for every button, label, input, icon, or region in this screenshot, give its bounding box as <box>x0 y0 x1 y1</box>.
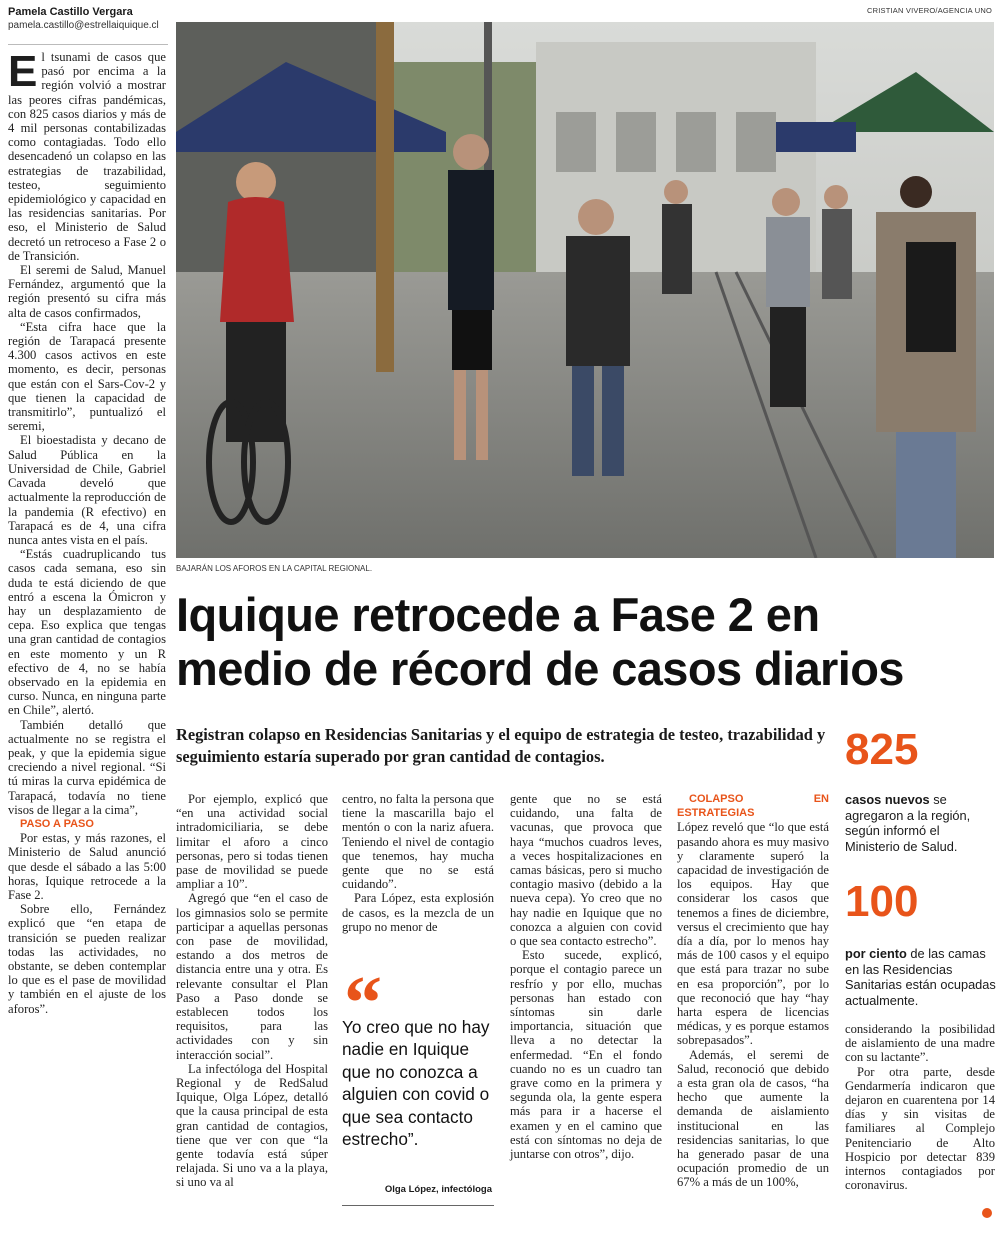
paragraph: gente que no se está cuidando, una falta de vacunas, que provoca que haya “muchos cuadros leves, a veces hospitalizaciones en camas básicas, pero si mucho contagio masivo (debido a la nueva cepa). Yo creo que no hay nadie en Iquique que no conozca a alguien con covid o que sea contacto estrecho”. <box>510 792 662 949</box>
stat-description <box>845 946 997 1008</box>
paragraph: El bioestadista y decano de Salud Pública en la Universidad de Chile, Gabriel Cavada develó que actualmente la reproducción de la pandemia (R efectivo) en Tarapacá es de 4, una cifra nunca antes vista en el país. <box>8 433 166 547</box>
end-of-article-icon <box>982 1208 992 1218</box>
article-column-2 <box>176 792 328 1190</box>
article-column-1 <box>8 47 166 1016</box>
paragraph: “Estás cuadruplicando tus casos cada semana, eso sin duda te está diciendo de que entró a escena la Ómicron y hay un desplazamiento de cepa. Eso explica que tengas una gran cantidad de contagios en este momento y un R efectivo de 4, no se había observado en la epidemia en curso. Nunca, en ninguna parte en Chile”, alertó. <box>8 547 166 718</box>
paragraph: Por ejemplo, explicó que “en una actividad social intradomiciliaria, se debe limitar el aforo a cinco personas, pero si todas tienen pase de movilidad se puede ampliar a 10”. <box>176 792 328 892</box>
paragraph: López reveló que “lo que está pasando ahora es muy masivo y claramente superó la capacidad de investigación de los equipos. Hay que considerar los casos que tenemos a fines de diciembre, versus el crecimiento que hay día a día, por lo menos hay más de 100 casos y el equipo que está para trazar no sube en esa proporción”, por lo que reconoció que hay “hay harta espera de licencias médicas, y es porque estamos sobrepasados”. <box>677 820 829 1048</box>
stat-description <box>845 792 997 854</box>
deck-subtitle: Registran colapso en Residencias Sanitarias y el equipo de estrategia de testeo, trazabilidad y seguimiento estaría superado por gran cantidad de contagios. <box>176 725 826 766</box>
drop-cap: E <box>8 47 38 96</box>
paragraph: También detalló que actualmente no se registra el peak, y que la epidemia sigue creciendo a nivel regional. “Si tú miras la curva epidémica de Tarapacá, todavía no tiene visos de llegar a la cima”, <box>8 717 166 817</box>
headline-line-2: medio de récord de casos diarios <box>176 642 904 695</box>
paragraph: centro, no falta la persona que tiene la mascarilla bajo el mentón o con la nariz afuera. Teniendo el nivel de contagio que tenemos, hay mucha gente que no se está cuidando”. <box>342 792 494 892</box>
article-column-5 <box>677 792 829 1190</box>
article-column-3 <box>342 792 494 934</box>
pull-quote-attribution: Olga López, infectóloga <box>384 1184 492 1195</box>
subheading-paso-a-paso: PASO A PASO <box>20 817 94 830</box>
paragraph: El seremi de Salud, Manuel Fernández, argumentó que la región presentó su cifra más alta de casos confirmados, <box>8 263 166 320</box>
stat-number: 100 <box>845 877 919 926</box>
paragraph: Esto sucede, explicó, porque el contagio parece un resfrío y por ello, muchas personas han estado con síntomas sin darle importancia, situación que lleva a no detectar la enfermedad. “En el fondo cuando no es un cuadro tan grave como en la primera y segunda ola, la gente espera más para ir a hacerse el examen y en el camino que está con síntomas no deja de juntarse con otros”, dijo. <box>510 948 662 1162</box>
divider <box>8 44 168 45</box>
article-column-6 <box>845 1022 995 1192</box>
stat-bold-text: por ciento <box>845 946 907 961</box>
author-email[interactable]: pamela.castillo@estrellaiquique.cl <box>8 20 159 31</box>
paragraph: Además, el seremi de Salud, reconoció que debido a esta gran ola de casos, “ha hecho que aumente la demanda de aislamiento institucional en las residencias sanitarias, lo que ha generado pasar de una ocupación promedio de un 67% a más de un 100%, <box>677 1047 829 1190</box>
headline-line-1: Iquique retrocede a Fase 2 en <box>176 588 820 641</box>
subheading-colapso: COLAPSO EN ESTRATEGIAS <box>677 793 829 820</box>
paragraph: La infectóloga del Hospital Regional y de RedSalud Iquique, Olga López, detalló que la causa principal de esta gran cantidad de contagios, tiene que ver con que “la gente todavía está súper relajada. Si uno va a la playa, si uno va al <box>176 1061 328 1190</box>
stat-bold-text: casos nuevos <box>845 792 930 807</box>
paragraph: Agregó que “en el caso de los gimnasios solo se permite participar a aquellas personas con pase de movilidad, estando a dos metros de distancia entre una y otra. Es relevante consultar el Plan Paso a Paso donde se establecen todos los requisitos, para las actividades con y sin interacción social”. <box>176 891 328 1062</box>
headline <box>176 588 996 696</box>
author-name: Pamela Castillo Vergara <box>8 6 133 18</box>
stat-text: se agregaron a la región, según informó el Ministerio de Salud. <box>845 792 971 854</box>
quote-mark-icon: “ <box>344 961 382 1045</box>
stat-number: 825 <box>845 725 919 774</box>
stat-text: de las camas en las Residencias Sanitarias están ocupadas actualmente. <box>845 946 996 1008</box>
paragraph: Por estas, y más razones, el Ministerio de Salud anunció que desde el sábado a las 5:00 horas, Iquique retrocede a la Fase 2. <box>8 831 166 902</box>
street-photo <box>176 22 994 558</box>
article-column-4 <box>510 792 662 1161</box>
photo-caption: BAJARÁN LOS AFOROS EN LA CAPITAL REGIONAL. <box>176 564 373 573</box>
street-scene-illustration <box>176 22 994 558</box>
paragraph: “Esta cifra hace que la región de Tarapacá presente 4.300 casos activos en este momento, es decir, personas que están con el Sars-Cov-2 y que tienen la capacidad de transmitirlo”, puntualizó el seremi, <box>8 319 166 434</box>
paragraph: considerando la posibilidad de aislamiento de una madre con su lactante”. <box>845 1022 995 1065</box>
pull-quote-text: Yo creo que no hay nadie en Iquique que no conozca a alguien con covid o que sea contacto estrecho”. <box>342 1017 490 1150</box>
paragraph: Sobre ello, Fernández explicó que “en etapa de transición se pueden realizar todas las actividades, no obstante, se deben contemplar lo que es el pase de movilidad y también en el ajuste de los aforos”. <box>8 902 166 1016</box>
paragraph: l tsunami de casos que pasó por encima a la región volvió a mostrar las peores cifras pandémicas, con 825 casos diarios y más de 4 mil personas contabilizadas como contagiadas. Todo ello desencadenó un colapso en las estrategias de trazabilidad, testeo, seguimiento epidemiológico y capacidad en las residencias sanitarias. Por eso, el Ministerio de Salud decretó un retroceso a Fase 2 o de Transición. <box>8 50 166 263</box>
photo-credit: CRISTIAN VIVERO/AGENCIA UNO <box>866 6 992 15</box>
paragraph: Por otra parte, desde Gendarmería indicaron que dejaron en cuarentena por 14 días y sin visitas de familiares al Complejo Penitenciario de Alto Hospicio por detectar 839 internos contagiados por coronavirus. <box>845 1064 995 1193</box>
paragraph: Para López, esta explosión de casos, es la mezcla de un grupo no menor de <box>342 891 494 934</box>
